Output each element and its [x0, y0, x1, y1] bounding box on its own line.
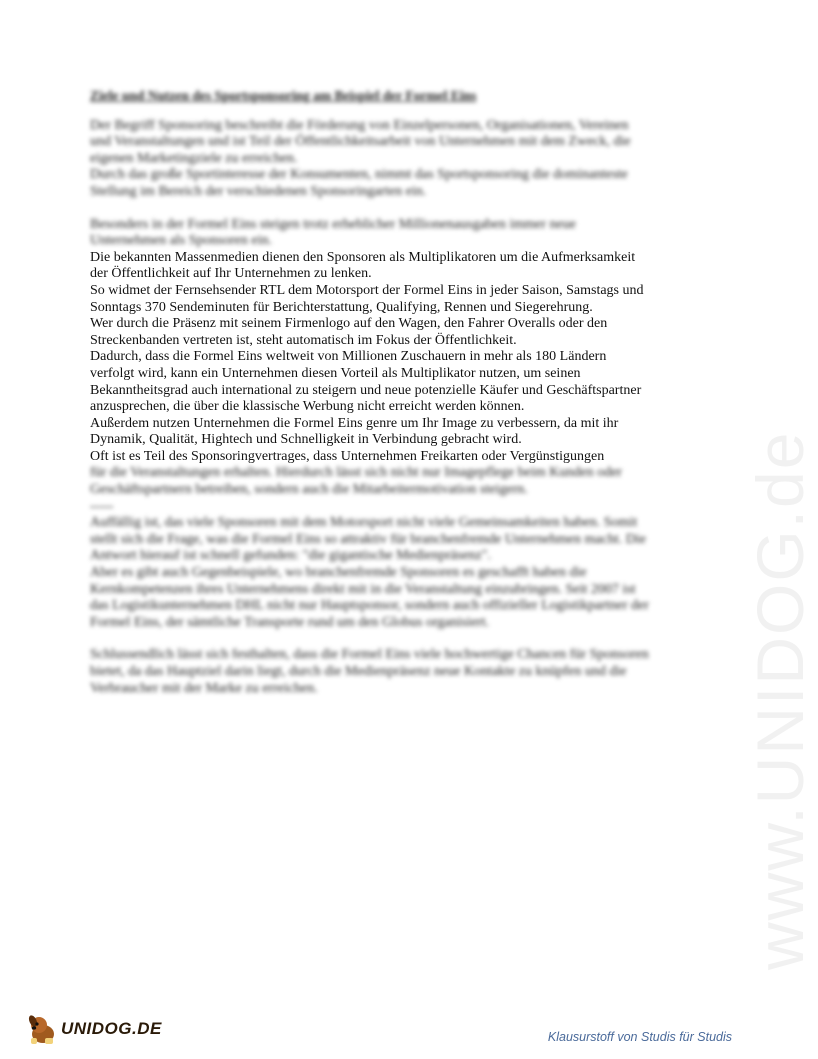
- watermark: www.UNIDOG.de: [743, 430, 817, 970]
- blurred-paragraph: Besonders in der Formel Eins steigen trotz erheblicher Millionenausgaben immer neue Unternehmen als Sponsoren ein.: [90, 216, 576, 249]
- paragraph: Oft ist es Teil des Sponsoringvertrages, dass Unternehmen Freikarten oder Vergünstigungen: [90, 448, 605, 464]
- blurred-paragraph: Auffällig ist, das viele Sponsoren mit dem Motorsport nicht viele Gemeinsamkeiten haben. Somit stellt sich die Frage, was die Formel Eins so attraktiv für branchenfremde Unternehmen macht. Die Antwort hierauf ist schnell gefunden: "die gigantische Medienpräsenz".: [90, 515, 646, 564]
- paragraph: Dadurch, dass die Formel Eins weltweit von Millionen Zuschauern in mehr als 180 Ländern verfolgt wird, kann ein Unternehmen diesen Vorteil als Multiplikator nutzen, um seinen Bekanntheitsgrad auch international zu steigern und neue potenzielle Käufer und Geschäftspartner anzusprechen, die über die klassische Werbung nicht erreicht werden können.: [90, 349, 642, 415]
- blurred-paragraph: für die Veranstaltungen erhalten. Hierdurch lässt sich nicht nur Imagepflege beim Kunden oder Geschäftspartnern betreiben, sondern auch die Mitarbeitermotivation steigern.: [90, 465, 622, 498]
- paragraph: So widmet der Fernsehsender RTL dem Motorsport der Formel Eins in jeder Saison, Samstags und Sonntags 370 Sendeminuten für Berichterstattung, Qualifying, Rennen und Siegerehrung.: [90, 282, 644, 315]
- logo-text: UNIDOG.DE: [61, 1019, 162, 1038]
- dog-mascot-icon: [25, 1012, 59, 1046]
- blurred-paragraph: Durch das große Sportinteresse der Konsumenten, nimmt das Sportsponsoring die dominanteste Stellung im Bereich der verschiedenen Sponsoringarten ein.: [90, 167, 628, 199]
- blurred-paragraph: Der Begriff Sponsoring beschreibt die Förderung von Einzelpersonen, Organisationen, Vereinen und Veranstaltungen und ist Teil der Öffentlichkeitsarbeit von Unternehmen mit dem Zweck, die eigenen Marketingziele zu erreichen.: [90, 117, 631, 166]
- footer-tagline: Klausurstoff von Studis für Studis: [547, 1030, 732, 1044]
- paragraph: Wer durch die Präsenz mit seinem Firmenlogo auf den Wagen, den Fahrer Overalls oder den Streckenbanden vertreten ist, steht automatisch im Fokus der Öffentlichkeit.: [90, 316, 608, 348]
- document-title: Ziele und Nutzen des Sportsponsoring am Beispiel der Formel Eins: [90, 88, 477, 103]
- paragraph: Außerdem nutzen Unternehmen die Formel Eins genre um Ihr Image zu verbessern, da mit ihr Dynamik, Qualität, Hightech und Schnelligkeit in Verbindung gebracht wird.: [90, 415, 619, 448]
- blurred-paragraph: Schlussendlich lässt sich festhalten, dass die Formel Eins viele hochwertige Chancen für Sponsoren bietet, da das Hauptziel darin liegt, durch die Medienpräsenz neue Kontakte zu knüpfen und die Verbraucher mit der Marke zu erreichen.: [90, 647, 649, 696]
- separator-text: -----: [90, 498, 114, 514]
- blurred-paragraph: Aber es gibt auch Gegenbeispiele, wo branchenfremde Sponsoren es geschafft haben die Kernkompetenzen ihres Unternehmens direkt mit in die Veranstaltung einzubringen. Seit 2007 ist das Logistikunternehmen DHL nicht nur Hauptsponsor, sondern auch offizieller Logistikpartner der Formel Eins, der sämtliche Transporte rund um den Globus organisiert.: [90, 565, 649, 630]
- paragraph: Die bekannten Massenmedien dienen den Sponsoren als Multiplikatoren um die Aufmerksamkeit der Öffentlichkeit auf Ihr Unternehmen zu lenken.: [90, 249, 636, 282]
- unidog-logo[interactable]: [25, 1012, 162, 1046]
- document-body: [90, 88, 650, 697]
